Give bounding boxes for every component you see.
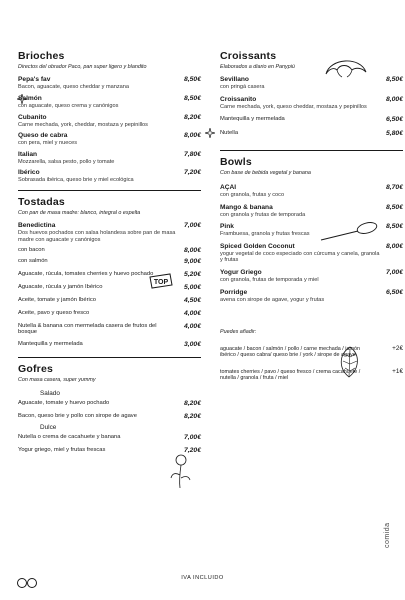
list-item — [18, 400, 201, 408]
item-price: 8,00€ — [385, 96, 403, 103]
item-price: 5,80€ — [385, 129, 403, 137]
spoon-sketch-icon — [318, 220, 380, 244]
addons-title: Puedes añadir: — [220, 329, 257, 336]
item-name: Mango & banana — [220, 203, 273, 211]
list-item — [18, 310, 201, 318]
menu-item — [18, 95, 201, 110]
iva-footer: IVA INCLUIDO — [181, 575, 224, 581]
item-desc: con pringá casera — [220, 84, 265, 91]
list-item — [18, 413, 201, 421]
item-label: Aguacate, rúcula, tomates cherries y huevo pochado — [18, 270, 154, 277]
list-item — [18, 297, 201, 305]
list-item — [18, 341, 201, 349]
top-badge-label: TOP — [153, 279, 169, 286]
item-price: 5,00€ — [183, 283, 201, 291]
item-desc: Bacon, aguacate, queso cheddar y manzana — [18, 84, 130, 91]
item-price: 4,50€ — [183, 296, 201, 304]
item-price: 8,20€ — [183, 412, 201, 420]
item-label: Bacon, queso brie y pollo con sirope de agave — [18, 412, 137, 419]
addon-row — [220, 346, 403, 359]
option-row — [18, 247, 201, 255]
item-label: Nutella & banana con mermelada casera de frutos del bosque — [18, 322, 157, 336]
item-name: Queso de cabra — [18, 132, 68, 140]
brioches-subtitle: Directos del obrador Paco, pan super ligero y blandito — [18, 64, 147, 70]
item-price: 8,70€ — [385, 184, 403, 191]
list-item — [220, 130, 403, 138]
menu-item — [220, 269, 403, 284]
section-divider — [18, 357, 201, 358]
item-name: Yogur Griego — [220, 268, 262, 276]
menu-item — [18, 169, 201, 184]
item-price: 8,50€ — [385, 76, 403, 84]
menu-item — [220, 76, 403, 91]
item-price: 7,20€ — [183, 169, 201, 177]
item-name: Pink — [220, 223, 234, 231]
item-label: Aceite, pavo y queso fresco — [18, 309, 90, 316]
item-name: Benedictina — [18, 222, 56, 230]
sparkle-icon — [17, 94, 27, 104]
tostadas-subtitle: Con pan de masa madre: blanco, integral o espelta — [18, 209, 141, 216]
menu-item — [18, 76, 201, 91]
item-desc: con granola y frutas de temporada — [220, 211, 306, 218]
addon-label: aguacate / bacon / salmón / pollo / carne mechada / jamón ibérico / queso cabra/ queso brie / york / sirope de agave — [220, 345, 360, 359]
option-row — [18, 258, 201, 266]
item-desc: Carne mechada, york, cheddar, mostaza y pepinillos — [18, 121, 148, 128]
option-price: 9,00€ — [183, 257, 201, 265]
croissants-title: Croissants — [220, 50, 277, 62]
item-price: 7,00€ — [183, 433, 201, 441]
addon-price: +2€ — [392, 344, 403, 352]
right-column — [220, 50, 403, 382]
item-price: 7,00€ — [183, 222, 201, 230]
item-name: Ibérico — [18, 169, 40, 177]
list-item — [18, 323, 201, 337]
item-price: 8,50€ — [385, 223, 403, 231]
menu-item — [18, 151, 201, 166]
item-price: 7,00€ — [385, 268, 403, 276]
item-name: Cubanito — [18, 113, 47, 121]
item-label: Mantequilla y mermelada — [220, 115, 285, 122]
item-price: 6,50€ — [385, 288, 403, 296]
item-label: Aceite, tomate y jamón Ibérico — [18, 296, 96, 303]
section-divider — [18, 190, 201, 191]
item-desc: Frambuesa, granola y frutas frescas — [220, 231, 310, 238]
leaf-sketch-icon — [335, 345, 365, 379]
dulce-heading: Dulce — [40, 423, 57, 431]
item-desc: Mozzarella, salsa pesto, pollo y tomate — [18, 158, 115, 165]
option-price: 8,00€ — [183, 246, 201, 254]
item-desc: con pera, miel y nueces — [18, 140, 78, 147]
item-desc: avena con sirope de agave, yogur y frutas — [220, 296, 325, 303]
gofres-title: Gofres — [18, 363, 54, 376]
item-name: Salmón — [18, 95, 42, 102]
section-divider — [220, 150, 403, 151]
addon-price: +1€ — [392, 367, 403, 375]
item-price: 5,20€ — [183, 270, 201, 278]
vertical-label: comida — [384, 522, 391, 548]
item-price: 6,50€ — [385, 115, 403, 123]
item-desc: Dos huevos pochados con salsa holandesa sobre pan de masa madre con aguacate y canónigos — [18, 230, 176, 243]
item-desc: Carne mechada, york, queso cheddar, mostaza y pepinillos — [220, 104, 367, 110]
item-name: Pepa's fav — [18, 76, 51, 84]
croissant-sketch-icon — [322, 50, 370, 82]
item-name: Sevillano — [220, 76, 249, 84]
item-name: Croissanito — [220, 96, 257, 103]
menu-item — [220, 289, 403, 304]
tostadas-title: Tostadas — [18, 195, 65, 208]
option-label: con bacon — [18, 246, 45, 253]
croissants-subtitle: Elaborados a diario en Panypiú — [220, 64, 295, 70]
flower-sketch-icon — [165, 450, 195, 490]
item-price: 8,50€ — [183, 95, 201, 102]
bowls-title: Bowls — [220, 155, 252, 168]
item-label: Aguacate, rúcula y jamón Ibérico — [18, 283, 103, 290]
menu-item — [220, 184, 403, 199]
sparkle-icon — [205, 128, 215, 138]
item-desc: con aguacate, queso crema y canónigos — [18, 103, 119, 109]
item-price: 8,20€ — [183, 113, 201, 121]
menu-item — [18, 114, 201, 129]
item-price: 7,20€ — [183, 446, 201, 454]
item-desc: yogur vegetal de coco especiado con cúrcuma y canela, granola y frutas — [220, 250, 380, 264]
item-label: Nutella — [220, 129, 239, 136]
salado-heading: Salado — [40, 389, 60, 397]
item-label: Nutella o crema de cacahuete y banana — [18, 433, 121, 440]
brioches-list — [18, 76, 201, 184]
bowls-subtitle: Con base de bebida vegetal y banana — [220, 169, 311, 176]
item-label: Yogur griego, miel y frutas frescas — [18, 446, 106, 453]
option-label: con salmón — [18, 257, 48, 264]
item-price: 8,50€ — [183, 76, 201, 84]
item-label: Mantequilla y mermelada — [18, 341, 83, 348]
menu-item — [220, 96, 403, 111]
item-name: Italian — [18, 150, 38, 158]
menu-item — [18, 222, 201, 243]
menu-item — [220, 204, 403, 219]
item-name: Porridge — [220, 288, 248, 296]
item-name: Spiced Golden Coconut — [220, 242, 295, 250]
menu-item — [220, 243, 403, 264]
left-column — [18, 50, 201, 455]
item-price: 8,00€ — [385, 242, 403, 250]
item-desc: Sobrasada ibérica, queso brie y miel ecológica — [18, 177, 134, 184]
item-price: 4,00€ — [183, 309, 201, 317]
item-price: 3,00€ — [183, 341, 201, 349]
item-name: AÇAI — [220, 184, 237, 191]
item-desc: con granola, frutas y coco — [220, 192, 285, 198]
item-price: 8,50€ — [385, 203, 403, 211]
top-badge-icon — [148, 273, 174, 289]
item-price: 8,20€ — [183, 399, 201, 407]
list-item — [220, 116, 403, 124]
item-price: 8,00€ — [183, 132, 201, 140]
gofres-subtitle: Con masa casera, super yummy — [18, 377, 96, 384]
item-price: 7,80€ — [183, 150, 201, 158]
addon-label: tomates cherries / pavo / queso fresco / crema cacahuete / nutella / granola / fruta / miel — [220, 368, 361, 382]
menu-item — [18, 132, 201, 147]
item-desc: con granola, frutas de temporada y miel — [220, 276, 319, 283]
list-item — [18, 434, 201, 442]
item-label: Aguacate, tomate y huevo pochado — [18, 399, 110, 406]
item-price: 4,00€ — [183, 322, 201, 330]
addon-row — [220, 369, 403, 382]
brioches-title: Brioches — [18, 50, 65, 62]
